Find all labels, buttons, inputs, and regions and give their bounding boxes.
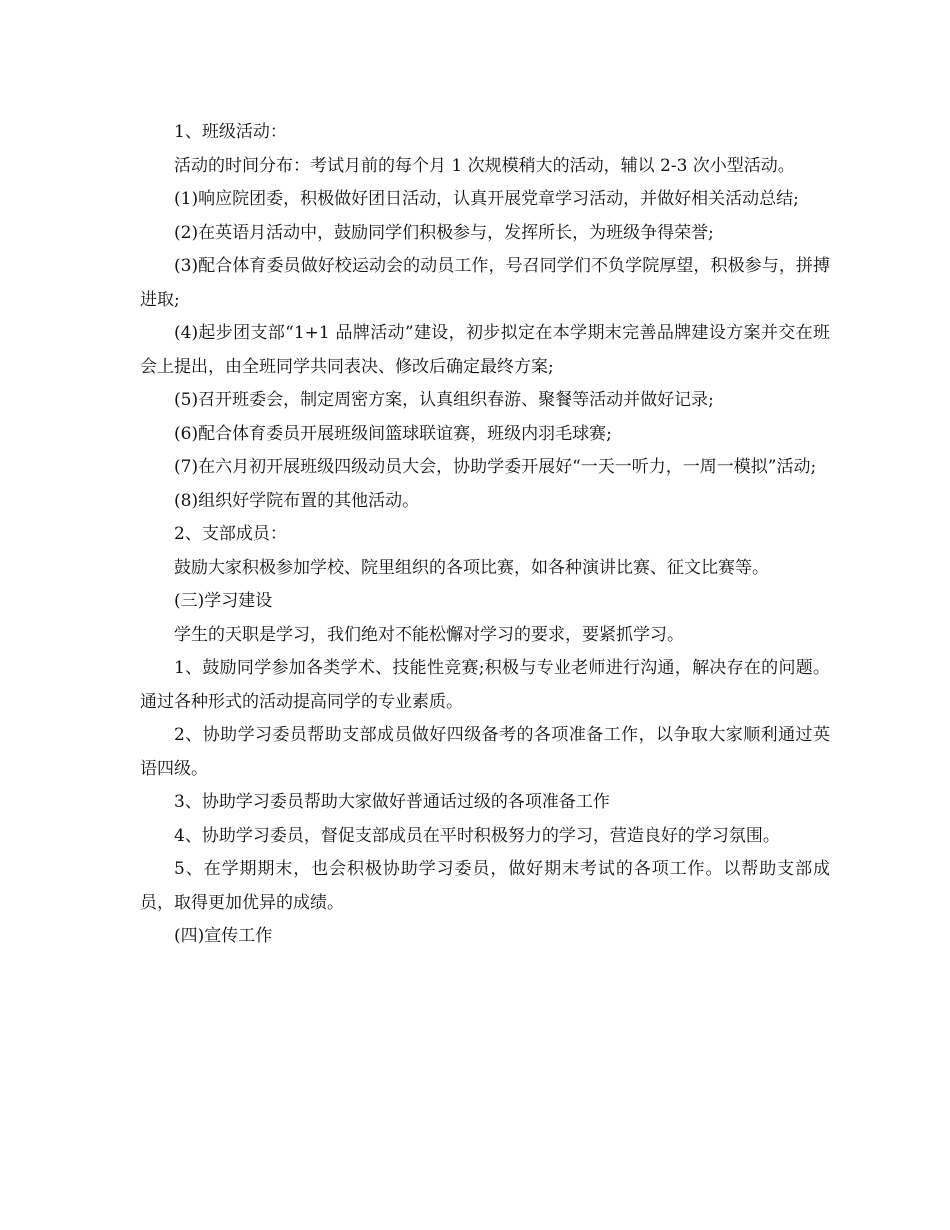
paragraph-activity-schedule: 活动的时间分布：考试月前的每个月 1 次规模稍大的活动，辅以 2-3 次小型活动。 (174, 155, 795, 176)
list-item-3: (3)配合体育委员做好校运动会的动员工作，号召同学们不负学院厚望，积极参与，拼搏进取; (140, 256, 830, 310)
document-page (140, 116, 830, 954)
list-item-4: (4)起步团支部“1+1 品牌活动”建设，初步拟定在本学期末完善品牌建设方案并交在班会上提出，由全班同学共同表决、修改后确定最终方案; (140, 323, 830, 377)
study-item-1: 1、鼓励同学参加各类学术、技能性竞赛;积极与专业老师进行沟通，解决存在的问题。通过各种形式的活动提高同学的专业素质。 (140, 658, 830, 712)
list-item-2: (2)在英语月活动中，鼓励同学们积极参与，发挥所长，为班级争得荣誉; (174, 222, 714, 243)
list-item-7: (7)在六月初开展班级四级动员大会，协助学委开展好“一天一听力，一周一模拟”活动; (174, 457, 817, 477)
list-item-1: (1)响应院团委，积极做好团日活动，认真开展党章学习活动，并做好相关活动总结; (174, 189, 799, 209)
list-item-6: (6)配合体育委员开展班级间篮球联谊赛，班级内羽毛球赛; (174, 423, 612, 444)
paragraph-study-duty: 学生的天职是学习，我们绝对不能松懈对学习的要求，要紧抓学习。 (174, 624, 684, 645)
list-item-5: (5)召开班委会，制定周密方案，认真组织春游、聚餐等活动并做好记录; (174, 390, 714, 410)
study-item-3: 3、协助学习委员帮助大家做好普通话过级的各项准备工作 (174, 792, 610, 812)
study-item-2: 2、协助学习委员帮助支部成员做好四级备考的各项准备工作，以争取大家顺利通过英语四级。 (140, 725, 830, 779)
heading-study-construction: (三)学习建设 (174, 591, 273, 611)
study-item-5: 5、在学期期末，也会积极协助学习委员，做好期末考试的各项工作。以帮助支部成员，取得更加优异的成绩。 (140, 859, 830, 913)
list-item-8: (8)组织好学院布置的其他活动。 (174, 490, 420, 511)
study-item-4: 4、协助学习委员，督促支部成员在平时积极努力的学习，营造良好的学习氛围。 (174, 825, 780, 846)
heading-class-activities: 1、班级活动： (174, 122, 287, 142)
heading-publicity-work: (四)宣传工作 (174, 926, 273, 946)
heading-branch-members: 2、支部成员： (174, 524, 287, 544)
paragraph-competitions: 鼓励大家积极参加学校、院里组织的各项比赛，如各种演讲比赛、征文比赛等。 (174, 557, 769, 578)
